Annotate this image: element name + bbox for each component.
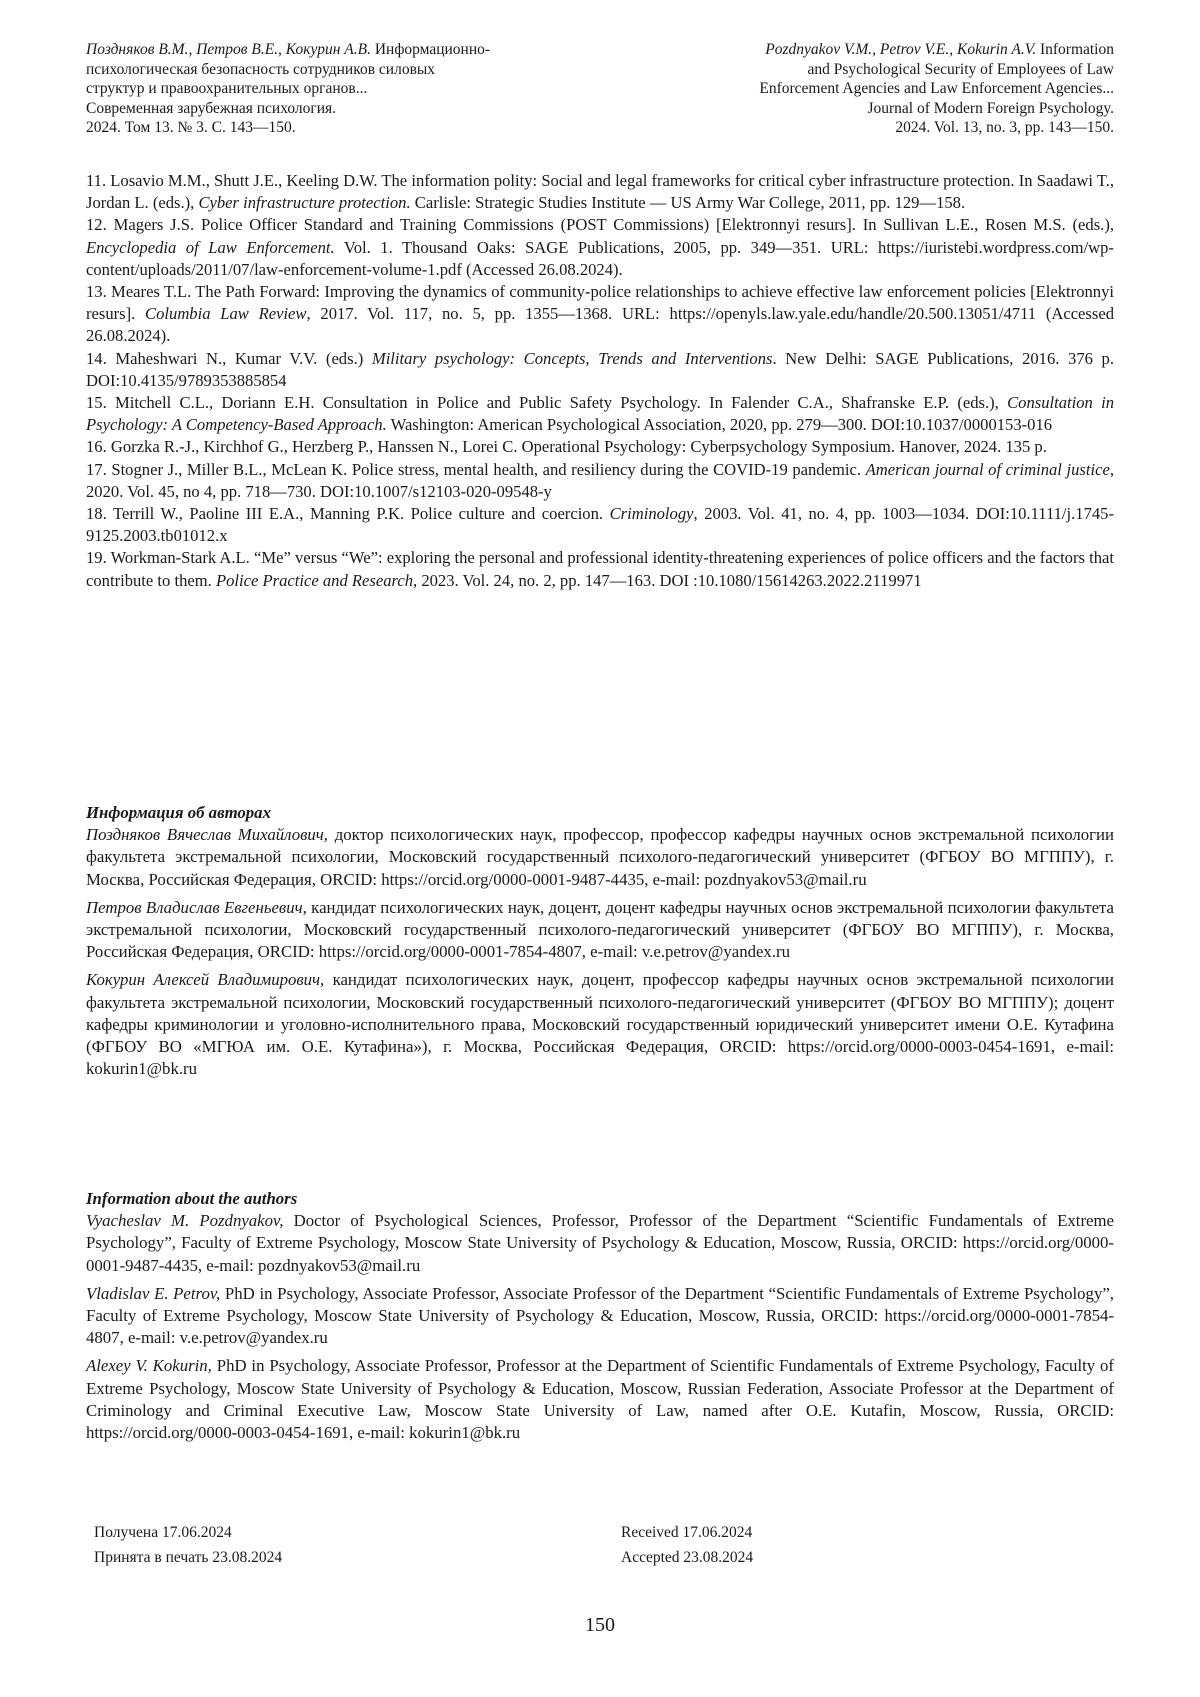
- header-ru-line-3: структур и правоохранительных органов...: [86, 79, 606, 99]
- author-name: Vyacheslav M. Pozdnyakov,: [86, 1211, 283, 1230]
- ref-text: 13. Meares T.L. The Path Forward: Improving the dynamics of community-police relationships to achieve effective law enforcement policies [Elektronnyi resurs].: [86, 282, 1114, 323]
- reference-item-18: [86, 503, 1114, 547]
- header-ru-journal: Современная зарубежная психология.: [86, 99, 606, 119]
- header-ru-authors: Поздняков В.М., Петров В.Е., Кокурин А.В.: [86, 41, 371, 58]
- running-header-ru: [86, 40, 606, 138]
- authors-info-en-title: Information about the authors: [86, 1188, 1114, 1210]
- author-en-petrov: [86, 1283, 1114, 1350]
- reference-item-15: [86, 392, 1114, 436]
- author-name: Петров Владислав Евгеньевич: [86, 898, 303, 917]
- received-date-ru: Получена 17.06.2024: [94, 1520, 282, 1545]
- author-name: Alexey V. Kokurin,: [86, 1356, 212, 1375]
- page-number: 150: [0, 1614, 1200, 1637]
- ref-source: American journal of criminal justice: [866, 460, 1110, 479]
- author-en-pozdnyakov: [86, 1210, 1114, 1277]
- ref-source: Police Practice and Research: [216, 571, 413, 590]
- reference-item-14: [86, 348, 1114, 392]
- ref-text: 14. Maheshwari N., Kumar V.V. (eds.): [86, 349, 372, 368]
- received-date-en: Received 17.06.2024: [621, 1520, 753, 1545]
- header-en-line-2: and Psychological Security of Employees of Law: [594, 60, 1114, 80]
- ref-text: 15. Mitchell C.L., Doriann E.H. Consultation in Police and Public Safety Psychology. In Falender C.A., Shafranske E.P. (eds.),: [86, 393, 1007, 412]
- author-name: Поздняков Вячеслав Михайлович,: [86, 825, 328, 844]
- reference-item-16: [86, 436, 1114, 458]
- reference-list: [86, 170, 1114, 592]
- ref-details: Carlisle: Strategic Studies Institute — US Army War College, 2011, pp. 129—158.: [411, 193, 966, 212]
- ref-text: 17. Stogner J., Miller B.L., McLean K. Police stress, mental health, and resiliency during the COVID-19 pandemic.: [86, 460, 866, 479]
- authors-info-ru-title: Информация об авторах: [86, 802, 1114, 824]
- header-en-title-start: Information: [1036, 41, 1114, 58]
- author-details: , кандидат психологических наук, доцент, доцент кафедры научных основ экстремальной психологии факультета экстремальной психологии, Московский государственный психолого-педагогический университет (ФГБОУ ВО МГППУ), г. Москва, Российская Федерация, ORCID: https://orcid.org/0000-0001-7854-4807, e-mail: v.e.petrov@yandex.ru: [86, 898, 1114, 961]
- author-details: PhD in Psychology, Associate Professor, Associate Professor of the Department “Scientific Fundamentals of Extreme Psychology”, Faculty of Extreme Psychology, Moscow State University of Psychology & Education, Moscow, Russia, ORCID: https://orcid.org/0000-0001-7854-4807, e-mail: v.e.petrov@yandex.ru: [86, 1284, 1114, 1347]
- ref-details: . New Delhi: SAGE Publications, 2016. 376 p. DOI:10.4135/9789353885854: [86, 349, 1114, 390]
- ref-source: Columbia Law Review: [145, 304, 306, 323]
- running-header: [86, 40, 1114, 152]
- header-ru-line-1: [86, 40, 606, 60]
- journal-page: [0, 0, 1200, 1697]
- reference-item-17: [86, 459, 1114, 503]
- reference-item-19: [86, 547, 1114, 591]
- ref-source: Encyclopedia of Law Enforcement.: [86, 238, 335, 257]
- running-header-en: [594, 40, 1114, 138]
- ref-details: , 2017. Vol. 117, no. 5, pp. 1355—1368. URL: https://openyls.law.yale.edu/handle/20.500.13051/4711 (Accessed 26.08.2024).: [86, 304, 1114, 345]
- author-details: PhD in Psychology, Associate Professor, Professor at the Department of Scientific Fundamentals of Extreme Psychology, Faculty of Extreme Psychology, Moscow State University of Psychology & Education, Moscow, Russian Federation, Associate Professor at the Department of Criminology and Criminal Executive Law, Moscow State University of Law, named after O.E. Kutafin, Moscow, Russia, ORCID: https://orcid.org/0000-0003-0454-1691, e-mail: kokurin1@bk.ru: [86, 1356, 1114, 1442]
- header-en-journal: Journal of Modern Foreign Psychology.: [594, 99, 1114, 119]
- reference-item-11: [86, 170, 1114, 214]
- dates-ru: [94, 1520, 282, 1570]
- author-details: доктор психологических наук, профессор, профессор кафедры научных основ экстремальной психологии факультета экстремальной психологии, Московский государственный психолого-педагогический университет (ФГБОУ ВО МГППУ), г. Москва, Российская Федерация, ORCID: https://orcid.org/0000-0001-9487-4435, e-mail: pozdnyakov53@mail.ru: [86, 825, 1114, 888]
- ref-text: 11. Losavio M.M., Shutt J.E., Keeling D.W. The information polity: Social and legal frameworks for critical cyber infrastructure protection. In Saadawi T., Jordan L. (eds.),: [86, 171, 1114, 212]
- ref-details: , 2003. Vol. 41, no. 4, pp. 1003—1034. DOI:10.1111/j.1745-9125.2003.tb01012.x: [86, 504, 1114, 545]
- author-details: Doctor of Psychological Sciences, Professor, Professor of the Department “Scientific Fundamentals of Extreme Psychology”, Faculty of Extreme Psychology, Moscow State University of Psychology & Education, Moscow, Russia, ORCID: https://orcid.org/0000-0001-9487-4435, e-mail: pozdnyakov53@mail.ru: [86, 1211, 1114, 1274]
- reference-item-13: [86, 281, 1114, 348]
- author-details: кандидат психологических наук, доцент, профессор кафедры научных основ экстремальной психологии факультета экстремальной психологии, Московский государственный психолого-педагогический университет (ФГБОУ ВО МГППУ); доцент кафедры криминологии и уголовно-исполнительного права, Московский государственный юридический университет имени О.Е. Кутафина (ФГБОУ ВО «МГЮА им. О.Е. Кутафина»), г. Москва, Российская Федерация, ORCID: https://orcid.org/0000-0003-0454-1691, e-mail: kokurin1@bk.ru: [86, 970, 1114, 1078]
- ref-text: 19. Workman-Stark A.L. “Me” versus “We”: exploring the personal and professional identity-threatening experiences of police officers and the factors that contribute to them.: [86, 548, 1114, 589]
- authors-info-ru: [86, 802, 1114, 1086]
- header-ru-issue: 2024. Том 13. № 3. С. 143—150.: [86, 118, 606, 138]
- header-en-line-3: Enforcement Agencies and Law Enforcement Agencies...: [594, 79, 1114, 99]
- author-ru-petrov: [86, 897, 1114, 964]
- ref-source: Consultation in Psychology: A Competency-Based Approach.: [86, 393, 1114, 434]
- header-en-line-1: [594, 40, 1114, 60]
- author-ru-kokurin: [86, 969, 1114, 1080]
- header-ru-line-2: психологическая безопасность сотрудников силовых: [86, 60, 606, 80]
- ref-text: 18. Terrill W., Paoline III E.A., Manning P.K. Police culture and coercion.: [86, 504, 610, 523]
- dates-en: [621, 1520, 753, 1570]
- header-ru-title-start: Информационно-: [371, 41, 490, 58]
- ref-text: 12. Magers J.S. Police Officer Standard and Training Commissions (POST Commissions) [Elektronnyi resurs]. In Sullivan L.E., Rosen M.S. (eds.),: [86, 215, 1114, 234]
- reference-item-12: [86, 214, 1114, 281]
- ref-source: Criminology: [610, 504, 694, 523]
- accepted-date-ru: Принята в печать 23.08.2024: [94, 1545, 282, 1570]
- ref-details: Vol. 1. Thousand Oaks: SAGE Publications, 2005, pp. 349—351. URL: https://iuristebi.wordpress.com/wp-content/uploads/2011/07/law-enforcement-volume-1.pdf (Accessed 26.08.2024).: [86, 238, 1114, 279]
- authors-info-en: [86, 1188, 1114, 1450]
- ref-source: Cyber infrastructure protection.: [198, 193, 410, 212]
- ref-source: Military psychology: Concepts, Trends and Interventions: [372, 349, 773, 368]
- author-name: Vladislav E. Petrov,: [86, 1284, 220, 1303]
- author-name: Кокурин Алексей Владимирович,: [86, 970, 324, 989]
- ref-details: , 2020. Vol. 45, no 4, pp. 718—730. DOI:10.1007/s12103-020-09548-y: [86, 460, 1114, 501]
- header-en-issue: 2024. Vol. 13, no. 3, pp. 143—150.: [594, 118, 1114, 138]
- ref-details: Washington: American Psychological Association, 2020, pp. 279—300. DOI:10.1037/0000153-016: [387, 415, 1052, 434]
- ref-details: , 2023. Vol. 24, no. 2, pp. 147—163. DOI :10.1080/15614263.2022.2119971: [413, 571, 922, 590]
- author-ru-pozdnyakov: [86, 824, 1114, 891]
- header-en-authors: Pozdnyakov V.M., Petrov V.E., Kokurin A.V.: [765, 41, 1036, 58]
- accepted-date-en: Accepted 23.08.2024: [621, 1545, 753, 1570]
- author-en-kokurin: [86, 1355, 1114, 1444]
- ref-text: 16. Gorzka R.-J., Kirchhof G., Herzberg P., Hanssen N., Lorei C. Operational Psychology: Cyberpsychology Symposium. Hanover, 2024. 135 p.: [86, 437, 1047, 456]
